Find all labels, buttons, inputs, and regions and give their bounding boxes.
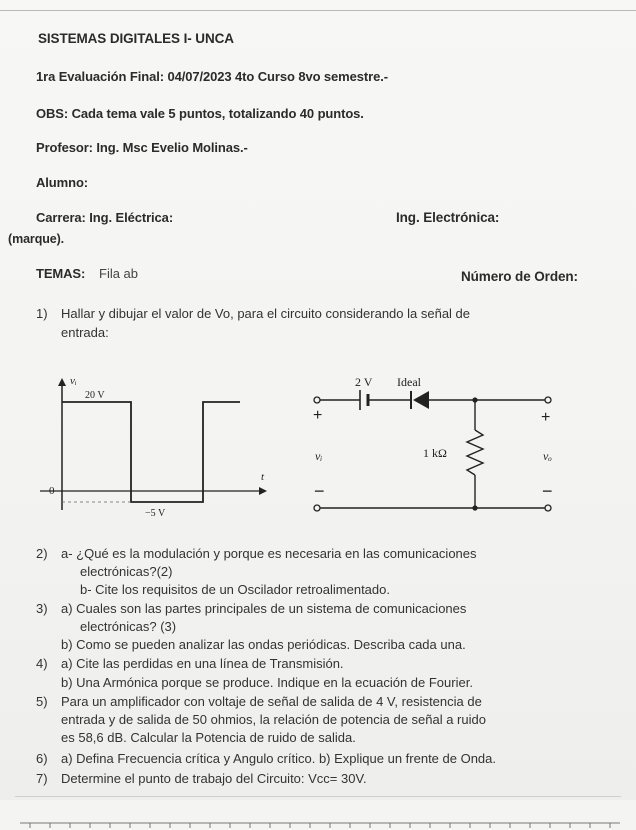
bottom-tick-marks [20,822,620,830]
question-number: 5) [36,694,48,709]
resistor-label: 1 kΩ [423,446,447,460]
diode-circuit [305,375,575,525]
question-number: 4) [36,656,48,671]
question-line: Para un amplificador con voltaje de señal de salida de 4 V, resistencia de [61,694,482,709]
wave-origin-label: 0 [49,485,55,497]
question-number: 7) [36,771,48,786]
question-number: 2) [36,546,48,561]
mark-note: (marque). [8,232,65,246]
input-waveform [25,370,275,530]
themes-value: Fila ab [99,266,139,281]
wave-low-label: −5 V [145,508,166,519]
wave-high-label: 20 V [85,390,105,401]
exam-info: 1ra Evaluación Final: 04/07/2023 4to Curso 8vo semestre.- [36,69,388,84]
question-line: a) Defina Frecuencia crítica y Angulo crítico. b) Explique un frente de Onda. [61,751,497,766]
input-label: vᵢ [315,449,323,463]
career-electrical: Carrera: Ing. Eléctrica: [36,210,174,225]
output-label: vₒ [543,449,552,463]
question-line: es 58,6 dB. Calcular la Potencia de ruido de salida. [61,730,356,745]
question-1-number: 1) [36,306,48,321]
input-plus: + [313,407,323,424]
top-rule [0,10,636,11]
observation-note: OBS: Cada tema vale 5 puntos, totalizando 40 puntos. [36,106,364,121]
output-plus: + [541,409,551,426]
order-number-label: Número de Orden: [461,269,578,284]
wave-axis-label: vᵢ [70,375,77,387]
wave-time-label: t [261,471,265,483]
themes-label: TEMAS: [36,266,86,281]
question-1-line: Hallar y dibujar el valor de Vo, para el circuito considerando la señal de [61,306,471,321]
professor-line: Profesor: Ing. Msc Evelio Molinas.- [36,140,248,155]
question-line: b) Una Armónica porque se produce. Indique en la ecuación de Fourier. [61,675,473,690]
question-line: b) Como se pueden analizar las ondas periódicas. Describa cada una. [61,637,466,652]
question-1-line: entrada: [61,325,109,340]
output-minus: − [542,481,553,501]
career-electronic: Ing. Electrónica: [396,210,500,225]
question-line: electrónicas?(2) [80,564,173,579]
question-line: entrada y de salida de 50 ohmios, la relación de potencia de señal a ruido [61,712,486,727]
question-line: b- Cite los requisitos de un Oscilador retroalimentado. [80,582,390,597]
question-line: a) Cuales son las partes principales de un sistema de comunicaciones [61,601,467,616]
bottom-rule [15,796,621,797]
question-line: a) Cite las perdidas en una línea de Transmisión. [61,656,344,671]
course-title: SISTEMAS DIGITALES I- UNCA [38,31,234,46]
battery-label: 2 V [355,375,373,389]
student-label: Alumno: [36,175,89,190]
question-number: 6) [36,751,48,766]
question-line: a- ¿Qué es la modulación y porque es necesaria en las comunicaciones [61,546,477,561]
question-line: electrónicas? (3) [80,619,177,634]
diode-label: Ideal [397,375,421,389]
question-line: Determine el punto de trabajo del Circuito: Vcc= 30V. [61,771,367,786]
question-number: 3) [36,601,48,616]
input-minus: − [314,481,325,501]
